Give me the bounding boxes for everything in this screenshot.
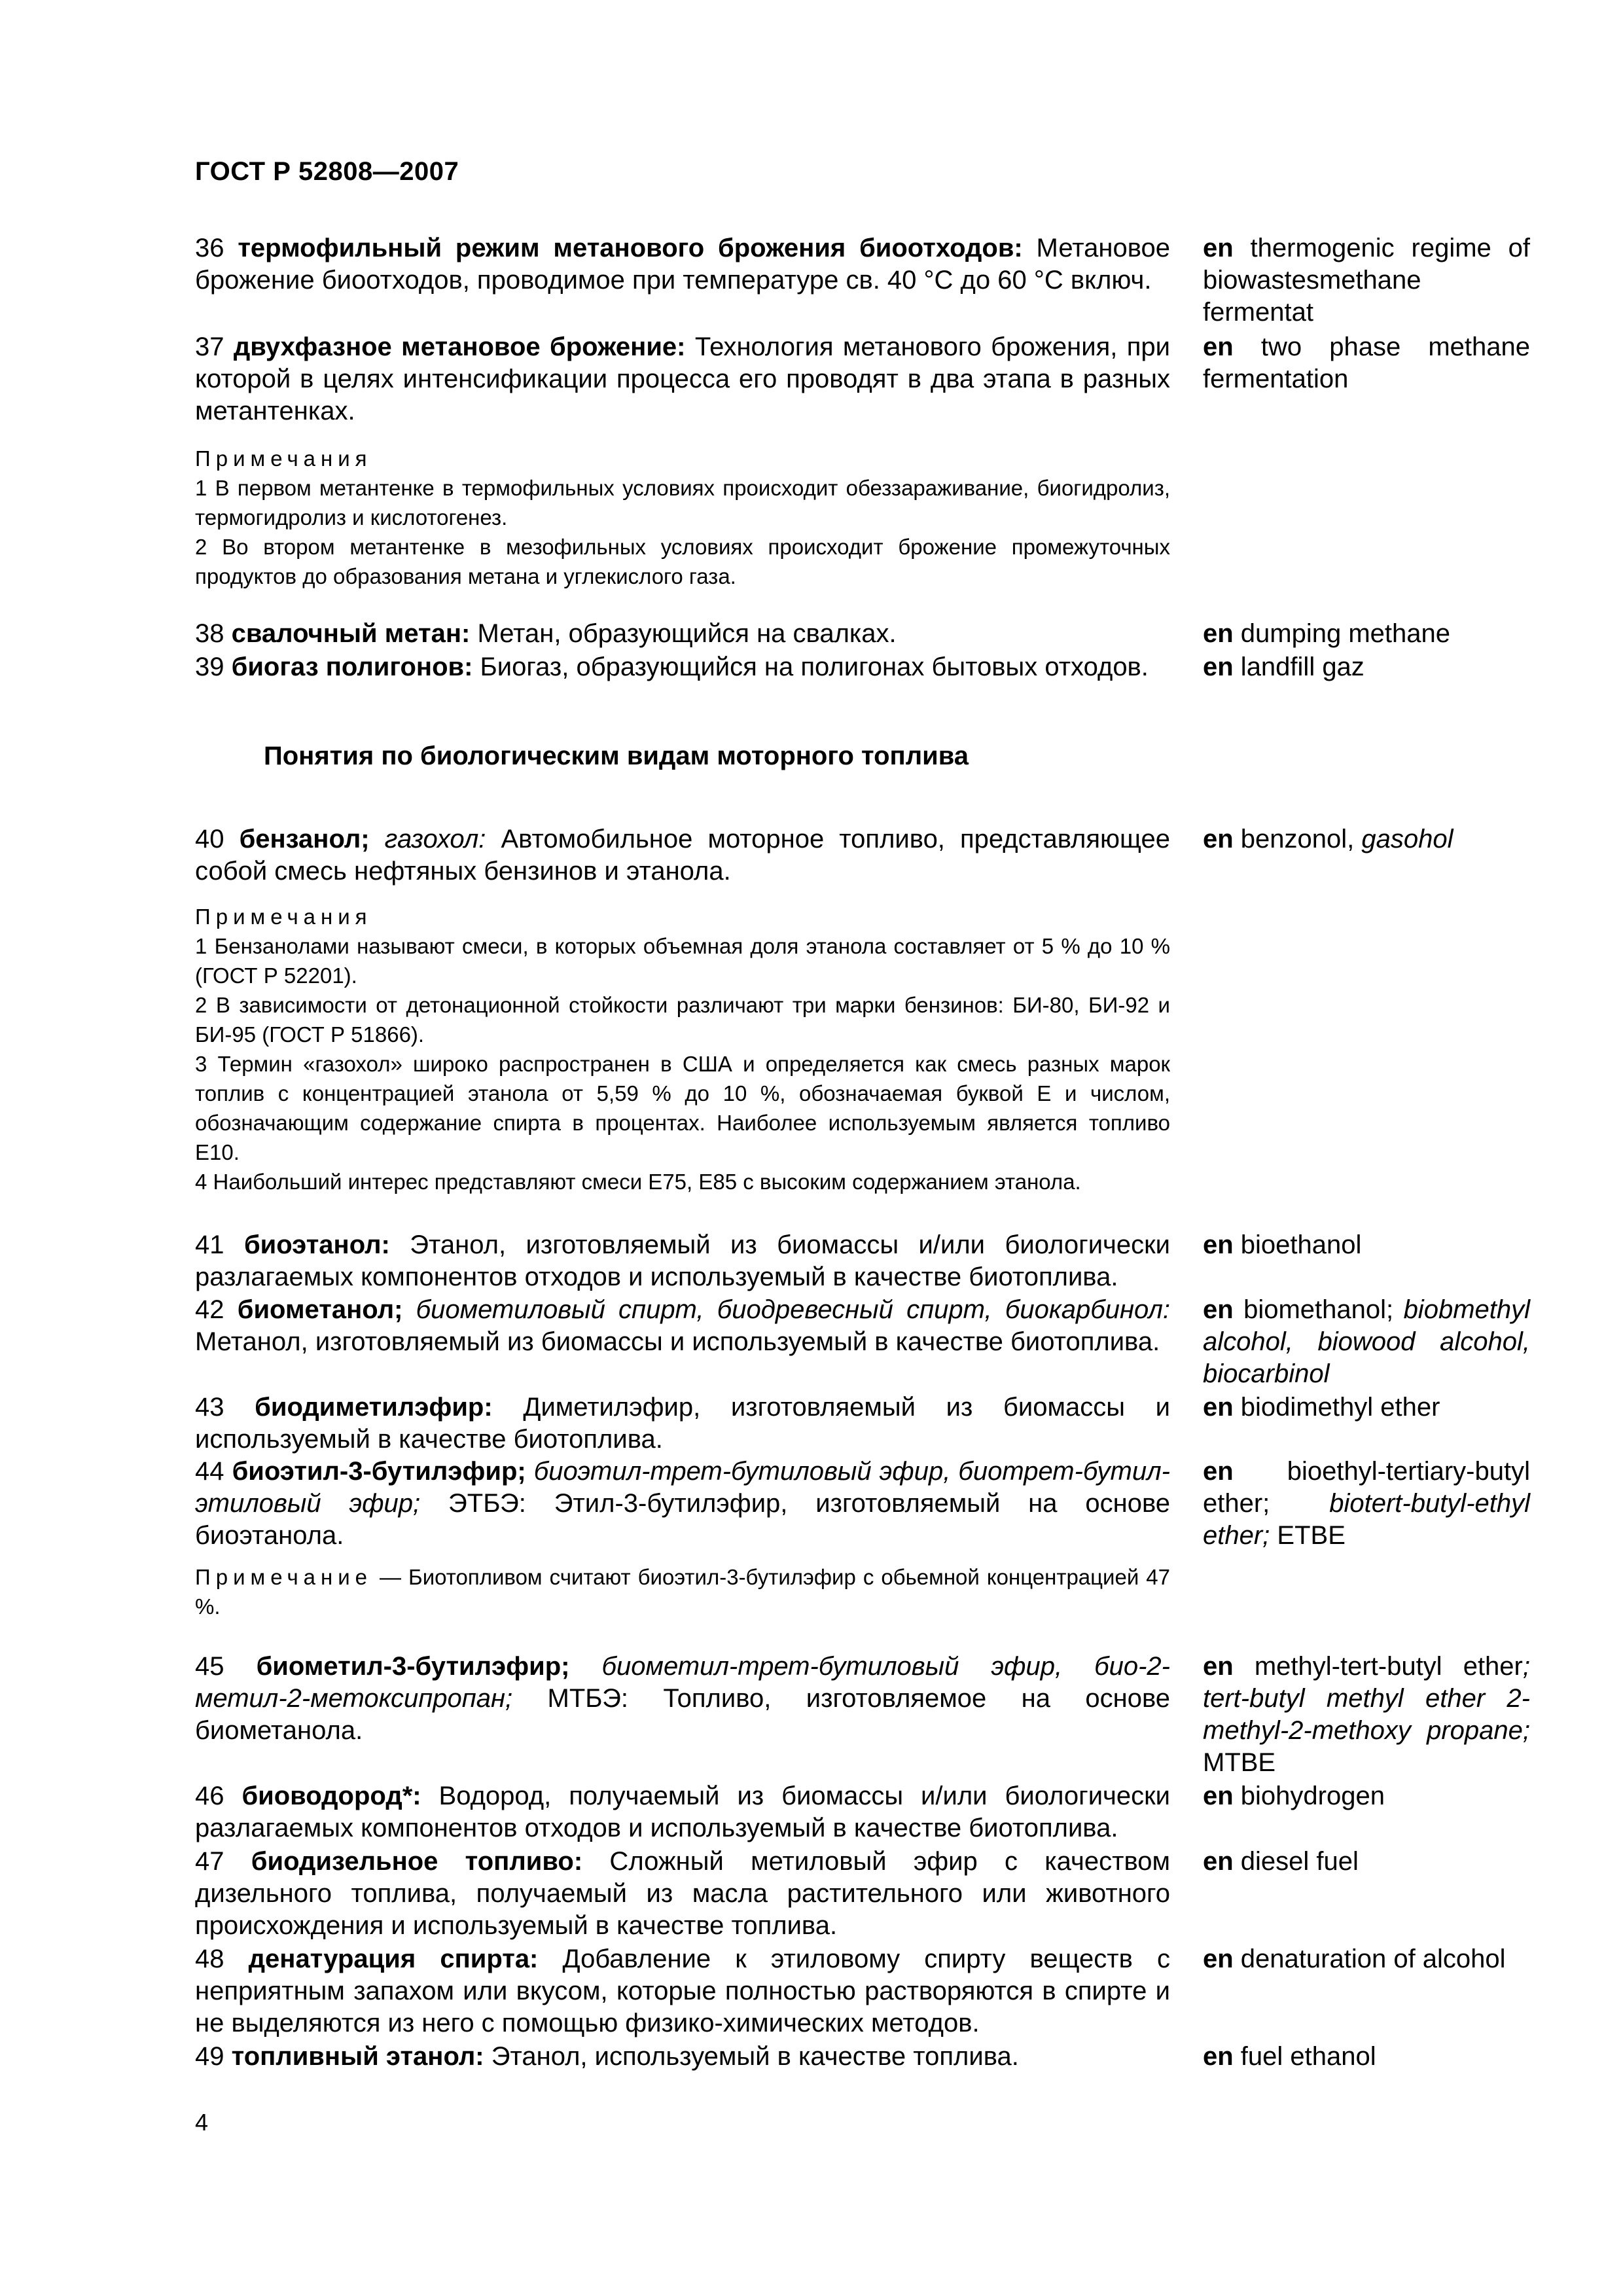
term-definition: ЭТБЭ: Этил-3-бутилэфир, изготовляемый на основе биоэтанола. [195,1489,1170,1550]
term-ru: 41 биоэтанол: Этанол, изготовляемый из биомассы и/или биологически разлагаемых компонентов отходов и используемый в качестве биотоплива. [195,1230,1170,1291]
term-ru: 42 биометанол; биометиловый спирт, биодревесный спирт, биокарбинол: Метанол, изготовляемый из биомассы и используемый в качестве биотоплива. [195,1295,1170,1356]
notes-title: Примечания [195,905,372,929]
term-name: термофильный режим метанового брожения биоотходов: [238,234,1023,262]
term-definition: Метан, образующийся на свалках. [470,619,897,648]
term-ru: 38 свалочный метан: Метан, образующийся на свалках. [195,619,897,648]
term-synonym: биометил-трет-бутиловый эфир, био-2-метил-2-метоксипропан; [195,1652,1170,1713]
term-en: en biomethanol; biobmethyl alcohol, biowood alcohol, biocarbinol [1203,1295,1530,1388]
note-item: 3 Термин «газохол» широко распространен в США и определяется как смесь разных марок топлив с концентрацией этанола от 5,59 % до 10 %, обозначаемая буквой Е и числом, обозначающим содержание спирта в процентах. Наиболее используемым является топливо Е10. [195,1052,1170,1164]
notes-block-40 [195,902,1170,1196]
notes-title: Примечания [195,446,372,471]
term-definition: Метанол, изготовляемый из биомассы и используемый в качестве биотоплива. [195,1327,1160,1356]
term-name: биогаз полигонов: [231,653,473,681]
term-ru: 40 бензанол; газохол: Автомобильное моторное топливо, представляющее собой смесь нефтяных бензинов и этанола. [195,825,1170,886]
term-name: биодиметилэфир: [255,1393,493,1422]
term-synonym: газохол: [369,825,486,853]
notes-block-37 [195,444,1170,591]
term-ru: 43 биодиметилэфир: Диметилэфир, изготовляемый из биомассы и используемый в качестве биотоплива. [195,1393,1170,1454]
term-definition: Водород, получаемый из биомассы и/или биологически разлагаемых компонентов отходов и используемый в качестве биотоплива. [195,1782,1170,1842]
document-header: ГОСТ Р 52808—2007 [195,157,459,186]
term-ru: 48 денатурация спирта: Добавление к этиловому спирту веществ с неприятным запахом или вкусом, которые полностью растворяются в спирте и не выделяются из него с помощью физико-химических методов. [195,1945,1170,2037]
term-ru: 39 биогаз полигонов: Биогаз, образующийся на полигонах бытовых отходов. [195,653,1149,681]
term-name: бензанол; [239,825,370,853]
term-ru: 37 двухфазное метановое брожение: Технология метанового брожения, при которой в целях интенсификации процесса его проводят в два этапа в разных метантенках. [195,332,1170,425]
note-item: 1 В первом метантенке в термофильных условиях происходит обеззараживание, биогидролиз, термогидролиз и кислотогенез. [195,476,1170,529]
page-number: 4 [195,2109,209,2136]
term-definition: Метановое брожение биоотходов, проводимое при температуре св. 40 °С до 60 °С включ. [195,234,1170,295]
term-name: биометил-3-бутилэфир; [256,1652,570,1681]
term-name: биоводород*: [241,1782,421,1810]
term-definition: Биогаз, образующийся на полигонах бытовых отходов. [473,653,1149,681]
term-name: топливный этанол: [231,2042,484,2071]
term-name: биодизельное топливо: [251,1847,583,1876]
term-en: en bioethanol [1203,1230,1362,1259]
note-item: 1 Бензанолами называют смеси, в которых объемная доля этанола составляет от 5 % до 10 % (ГОСТ Р 52201). [195,934,1170,988]
term-name: биометанол; [237,1295,403,1324]
term-definition: Добавление к этиловому спирту веществ с неприятным запахом или вкусом, которые полностью растворяются в спирте и не выделяются из него с помощью физико-химических методов. [195,1945,1170,2037]
term-name: денатурация спирта: [248,1945,539,1973]
note-block-44 [195,1562,1170,1621]
term-en: en thermogenic regime of biowastesmethane fermentat [1203,234,1530,327]
term-definition: Сложный метиловый эфир с качеством дизельного топлива, получаемый из масла растительного или животного происхождения и используемый в качестве топлива. [195,1847,1170,1940]
term-ru: 46 биоводород*: Водород, получаемый из биомассы и/или биологически разлагаемых компонентов отходов и используемый в качестве биотоплива. [195,1782,1170,1842]
term-synonym: биоэтил-трет-бутиловый эфир, биотрет-бутил-этиловый эфир; [195,1457,1170,1518]
term-en: en denaturation of alcohol [1203,1945,1506,1973]
term-name: биоэтанол: [243,1230,390,1259]
term-en: en dumping methane [1203,619,1451,648]
section-heading: Понятия по биологическим видам моторного топлива [264,742,969,770]
term-definition: Автомобильное моторное топливо, представляющее собой смесь нефтяных бензинов и этанола. [195,825,1170,886]
term-definition: Этанол, изготовляемый из биомассы и/или биологически разлагаемых компонентов отходов и используемый в качестве биотоплива. [195,1230,1170,1291]
term-en: en methyl-tert-butyl ether; tert-butyl methyl ether 2-methyl-2-methoxy propane; MTBE [1203,1652,1530,1777]
term-en: en two phase methane fermentation [1203,332,1530,393]
term-definition: Технология метанового брожения, при которой в целях интенсификации процесса его проводят в два этапа в разных метантенках. [195,332,1170,425]
term-ru: 44 биоэтил-3-бутилэфир; биоэтил-трет-бутиловый эфир, биотрет-бутил-этиловый эфир; ЭТБЭ: Этил-3-бутилэфир, изготовляемый на основе биоэтанола. [195,1457,1170,1550]
note-title: Примечание [195,1565,373,1589]
term-en: en landfill gaz [1203,653,1364,681]
note-item: 2 Во втором метантенке в мезофильных условиях происходит брожение промежуточных продуктов до образования метана и углекислого газа. [195,535,1170,588]
term-ru: 47 биодизельное топливо: Сложный метиловый эфир с качеством дизельного топлива, получаемый из масла растительного или животного происхождения и используемый в качестве топлива. [195,1847,1170,1940]
term-ru: 45 биометил-3-бутилэфир; биометил-трет-бутиловый эфир, био-2-метил-2-метоксипропан; МТБЭ: Топливо, изготовляемое на основе биометанола. [195,1652,1170,1745]
term-ru: 36 термофильный режим метанового брожения биоотходов: Метановое брожение биоотходов, проводимое при температуре св. 40 °С до 60 °С включ. [195,234,1170,295]
term-en: en fuel ethanol [1203,2042,1376,2071]
note-item: 4 Наибольший интерес представляют смеси Е75, Е85 с высоким содержанием этанола. [195,1170,1081,1194]
term-name: двухфазное метановое брожение: [233,332,686,361]
term-synonym: биометиловый спирт, биодревесный спирт, биокарбинол: [402,1295,1170,1324]
term-en: en diesel fuel [1203,1847,1359,1876]
term-en: en biodimethyl ether [1203,1393,1440,1422]
note-item: 2 В зависимости от детонационной стойкости различают три марки бензинов: БИ-80, БИ-92 и БИ-95 (ГОСТ Р 51866). [195,993,1170,1047]
term-definition: МТБЭ: Топливо, изготовляемое на основе биометанола. [195,1684,1170,1745]
term-ru: 49 топливный этанол: Этанол, используемый в качестве топлива. [195,2042,1019,2071]
term-en: en bioethyl-tertiary-butyl ether; biotert-butyl-ethyl ether; ETBE [1203,1457,1530,1550]
term-en: en biohydrogen [1203,1782,1385,1810]
term-definition: Диметилэфир, изготовляемый из биомассы и используемый в качестве биотоплива. [195,1393,1170,1454]
term-name: биоэтил-3-бутилэфир; [232,1457,526,1486]
term-name: свалочный метан: [231,619,471,648]
term-en: en benzonol, gasohol [1203,825,1454,853]
term-definition: Этанол, используемый в качестве топлива. [484,2042,1019,2071]
note-item: Примечание — Биотопливом считают биоэтил-3-бутилэфир с обьемной концентрацией 47 %. [195,1565,1170,1619]
